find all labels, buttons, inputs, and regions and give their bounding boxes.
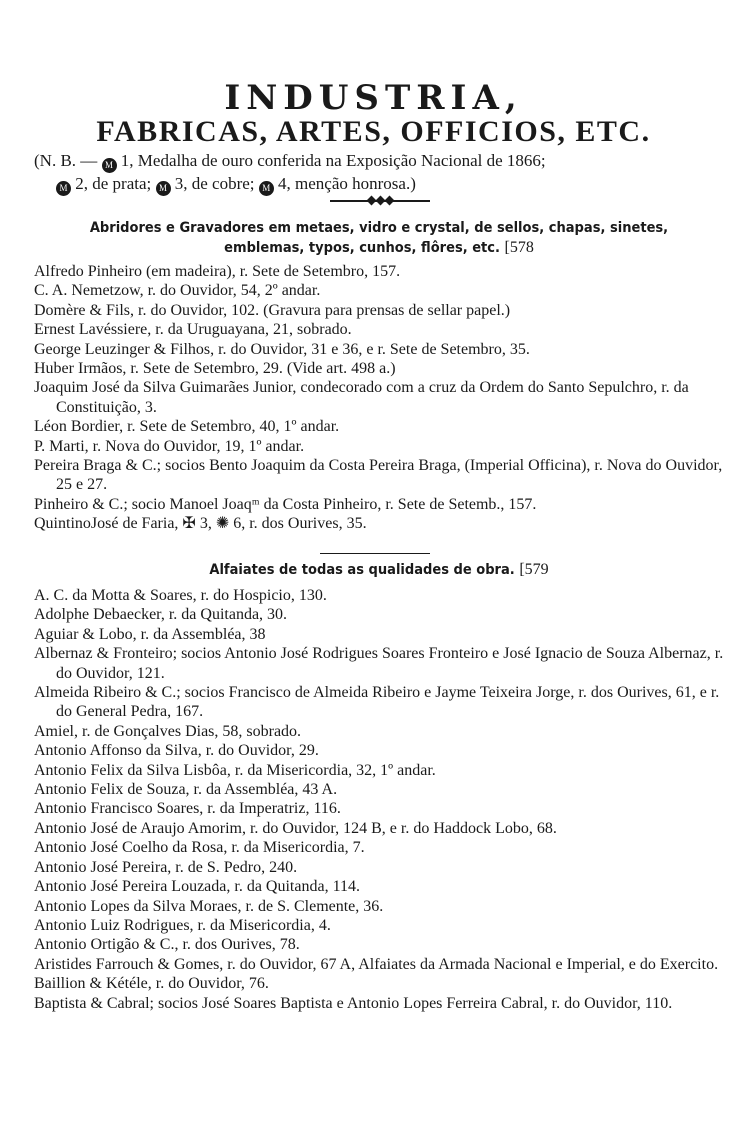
entry-list-alfaiates — [34, 586, 724, 1013]
list-item: Domère & Fils, r. do Ouvidor, 102. (Gravura para prensas de sellar papel.) — [34, 301, 511, 319]
list-item: Ernest Lavéssiere, r. da Uruguayana, 21, sobrado. — [34, 321, 352, 339]
ornament-divider — [330, 198, 430, 204]
list-item: Amiel, r. de Gonçalves Dias, 58, sobrado. — [34, 722, 302, 740]
list-item: Huber Irmãos, r. Sete de Setembro, 29. (Vide art. 498 a.) — [34, 360, 396, 378]
list-item: Baillion & Kétéle, r. do Ouvidor, 76. — [34, 975, 269, 993]
list-item: Antonio Affonso da Silva, r. do Ouvidor, 29. — [34, 742, 319, 760]
section-code: [579 — [519, 561, 549, 578]
list-item: George Leuzinger & Filhos, r. do Ouvidor, 31 e 36, e r. Sete de Setembro, 35. — [34, 340, 530, 358]
list-item: Aguiar & Lobo, r. da Assembléa, 38 — [34, 625, 266, 643]
legend-note — [34, 150, 724, 196]
list-item: Antonio Felix da Silva Lisbôa, r. da Misericordia, 32, 1º andar. — [34, 761, 436, 779]
list-item: Antonio Felix de Souza, r. da Assembléa, 43 A. — [34, 781, 338, 799]
list-item: QuintinoJosé de Faria, ✠ 3, ✺ 6, r. dos Ourives, 35. — [34, 515, 367, 533]
section-divider — [320, 553, 430, 554]
list-item: C. A. Nemetzow, r. do Ouvidor, 54, 2º andar. — [34, 282, 321, 300]
legend-line-2: M 2, de prata; M 3, de cobre; M 4, menção honrosa.) — [34, 173, 724, 196]
medal-icon: M — [259, 181, 274, 196]
section-code: [578 — [504, 239, 534, 256]
list-item: Antonio Lopes da Silva Moraes, r. de S. Clemente, 36. — [34, 897, 384, 915]
list-item: Albernaz & Fronteiro; socios Antonio José Rodrigues Soares Fronteiro e José Ignacio de Souza Albernaz, r. do Ouvidor, 121. — [34, 645, 724, 682]
medal-icon: M — [156, 181, 171, 196]
list-item: A. C. da Motta & Soares, r. do Hospicio, 130. — [34, 587, 327, 604]
page-title: INDUSTRIA, — [224, 78, 523, 118]
list-item: Antonio José Coelho da Rosa, r. da Misericordia, 7. — [34, 839, 365, 857]
list-item: Aristides Farrouch & Gomes, r. do Ouvidor, 67 A, Alfaiates da Armada Nacional e Imperial, e do Exercito. — [34, 955, 719, 973]
medal-icon: M — [56, 181, 71, 196]
list-item: Almeida Ribeiro & C.; socios Francisco de Almeida Ribeiro e Jayme Teixeira Jorge, r. dos Ourives, 61, e r. do General Pedra, 167. — [34, 684, 720, 721]
list-item: Antonio Luiz Rodrigues, r. da Misericordia, 4. — [34, 916, 331, 934]
section-heading-alfaiates: Alfaiates de todas as qualidades de obra. [579 — [209, 561, 549, 578]
list-item: Alfredo Pinheiro (em madeira), r. Sete de Setembro, 157. — [34, 263, 401, 280]
list-item: Antonio Francisco Soares, r. da Imperatriz, 116. — [34, 800, 341, 818]
list-item: Antonio José Pereira, r. de S. Pedro, 240. — [34, 858, 298, 876]
legend-line-1: (N. B. — M 1, Medalha de ouro conferida na Exposição Nacional de 1866; — [34, 150, 724, 173]
list-item: Joaquim José da Silva Guimarães Junior, condecorado com a cruz da Ordem do Santo Sepulchro, r. da Constituição, 3. — [34, 379, 689, 416]
section-heading-abridores: Abridores e Gravadores em metaes, vidro e crystal, de sellos, chapas, sinetes, emblemas, typos, cunhos, flôres, etc. [578 — [89, 220, 669, 256]
list-item: Pereira Braga & C.; socios Bento Joaquim da Costa Pereira Braga, (Imperial Officina), r. Nova do Ouvidor, 25 e 27. — [34, 457, 723, 494]
list-item: P. Marti, r. Nova do Ouvidor, 19, 1º andar. — [34, 437, 305, 455]
list-item: Adolphe Debaecker, r. da Quitanda, 30. — [34, 606, 288, 624]
medal-icon: M — [102, 158, 117, 173]
page-subtitle: FABRICAS, ARTES, OFFICIOS, ETC. — [96, 115, 651, 148]
list-item: Antonio Ortigão & C., r. dos Ourives, 78. — [34, 936, 300, 954]
list-item: Antonio José Pereira Louzada, r. da Quitanda, 114. — [34, 878, 360, 896]
list-item: Baptista & Cabral; socios José Soares Baptista e Antonio Lopes Ferreira Cabral, r. do Ouvidor, 110. — [34, 994, 673, 1012]
list-item: Léon Bordier, r. Sete de Setembro, 40, 1º andar. — [34, 418, 340, 436]
list-item: Pinheiro & C.; socio Manoel Joaqᵐ da Costa Pinheiro, r. Sete de Setemb., 157. — [34, 495, 537, 513]
list-item: Antonio José de Araujo Amorim, r. do Ouvidor, 124 B, e r. do Haddock Lobo, 68. — [34, 819, 557, 837]
entry-list-abridores — [34, 262, 724, 534]
